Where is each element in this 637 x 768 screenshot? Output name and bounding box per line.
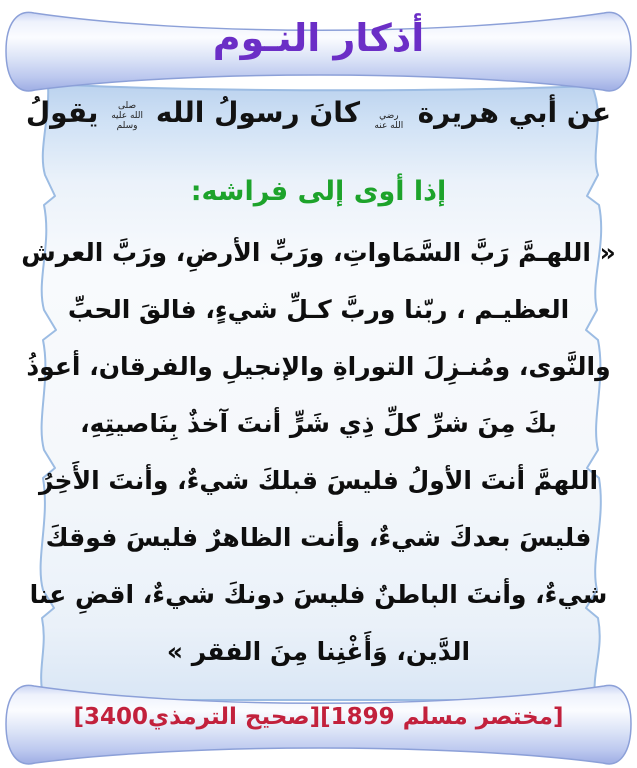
dua-line: بكَ مِنَ شرِّ كلِّ ذِي شَرٍّ أنتَ آخذٌ بِنَاصيتِهِ، bbox=[80, 409, 557, 438]
dua-line: شيءٌ، وأنتَ الباطنٌ فليسَ دونكَ شيءٌ، اقضِ عنا bbox=[29, 580, 608, 609]
condition-line: إذا أوى إلى فراشه: bbox=[190, 176, 447, 207]
dua-text bbox=[0, 224, 637, 680]
reference-line: [مختصر مسلم 1899][صحيح الترمذي3400] bbox=[73, 704, 564, 730]
page-title: أذكار النـوم bbox=[212, 16, 425, 60]
dua-line: العظيـم ، ربّنا وربَّ كـلِّ شيءٍ، فالقَ الحبِّ bbox=[67, 295, 570, 324]
radi-allahu-anhu-honorific: رضي الله عنه bbox=[374, 111, 404, 131]
sallallahu-alayhi-wasallam-honorific: صلى الله عليه وسلم bbox=[111, 101, 144, 131]
narration-part-2: كانَ رسولُ الله bbox=[155, 96, 361, 129]
narration-part-3: يقولُ bbox=[25, 96, 99, 129]
narration-line bbox=[0, 96, 637, 132]
narration-part-1: عن أبي هريرة bbox=[417, 96, 612, 129]
dua-line: الدَّين، وَأَغْنِنا مِنَ الفقر » bbox=[166, 637, 471, 666]
dua-line: اللهمَّ أنتَ الأولُ فليسَ قبلكَ شيءٌ، وأنتَ الأَخِرُ bbox=[38, 466, 599, 495]
dua-line: والنَّوى، ومُنـزِلَ التوراةِ والإنجيلِ والفرقان، أعوذُ bbox=[26, 352, 611, 381]
dua-line: فليسَ بعدكَ شيءٌ، وأنت الظاهرٌ فليسَ فوقكَ bbox=[45, 523, 592, 552]
dua-line: « اللهـمَّ رَبَّ السَّمَاواتِ، ورَبِّ الأرضِ، ورَبَّ العرش bbox=[21, 238, 616, 267]
